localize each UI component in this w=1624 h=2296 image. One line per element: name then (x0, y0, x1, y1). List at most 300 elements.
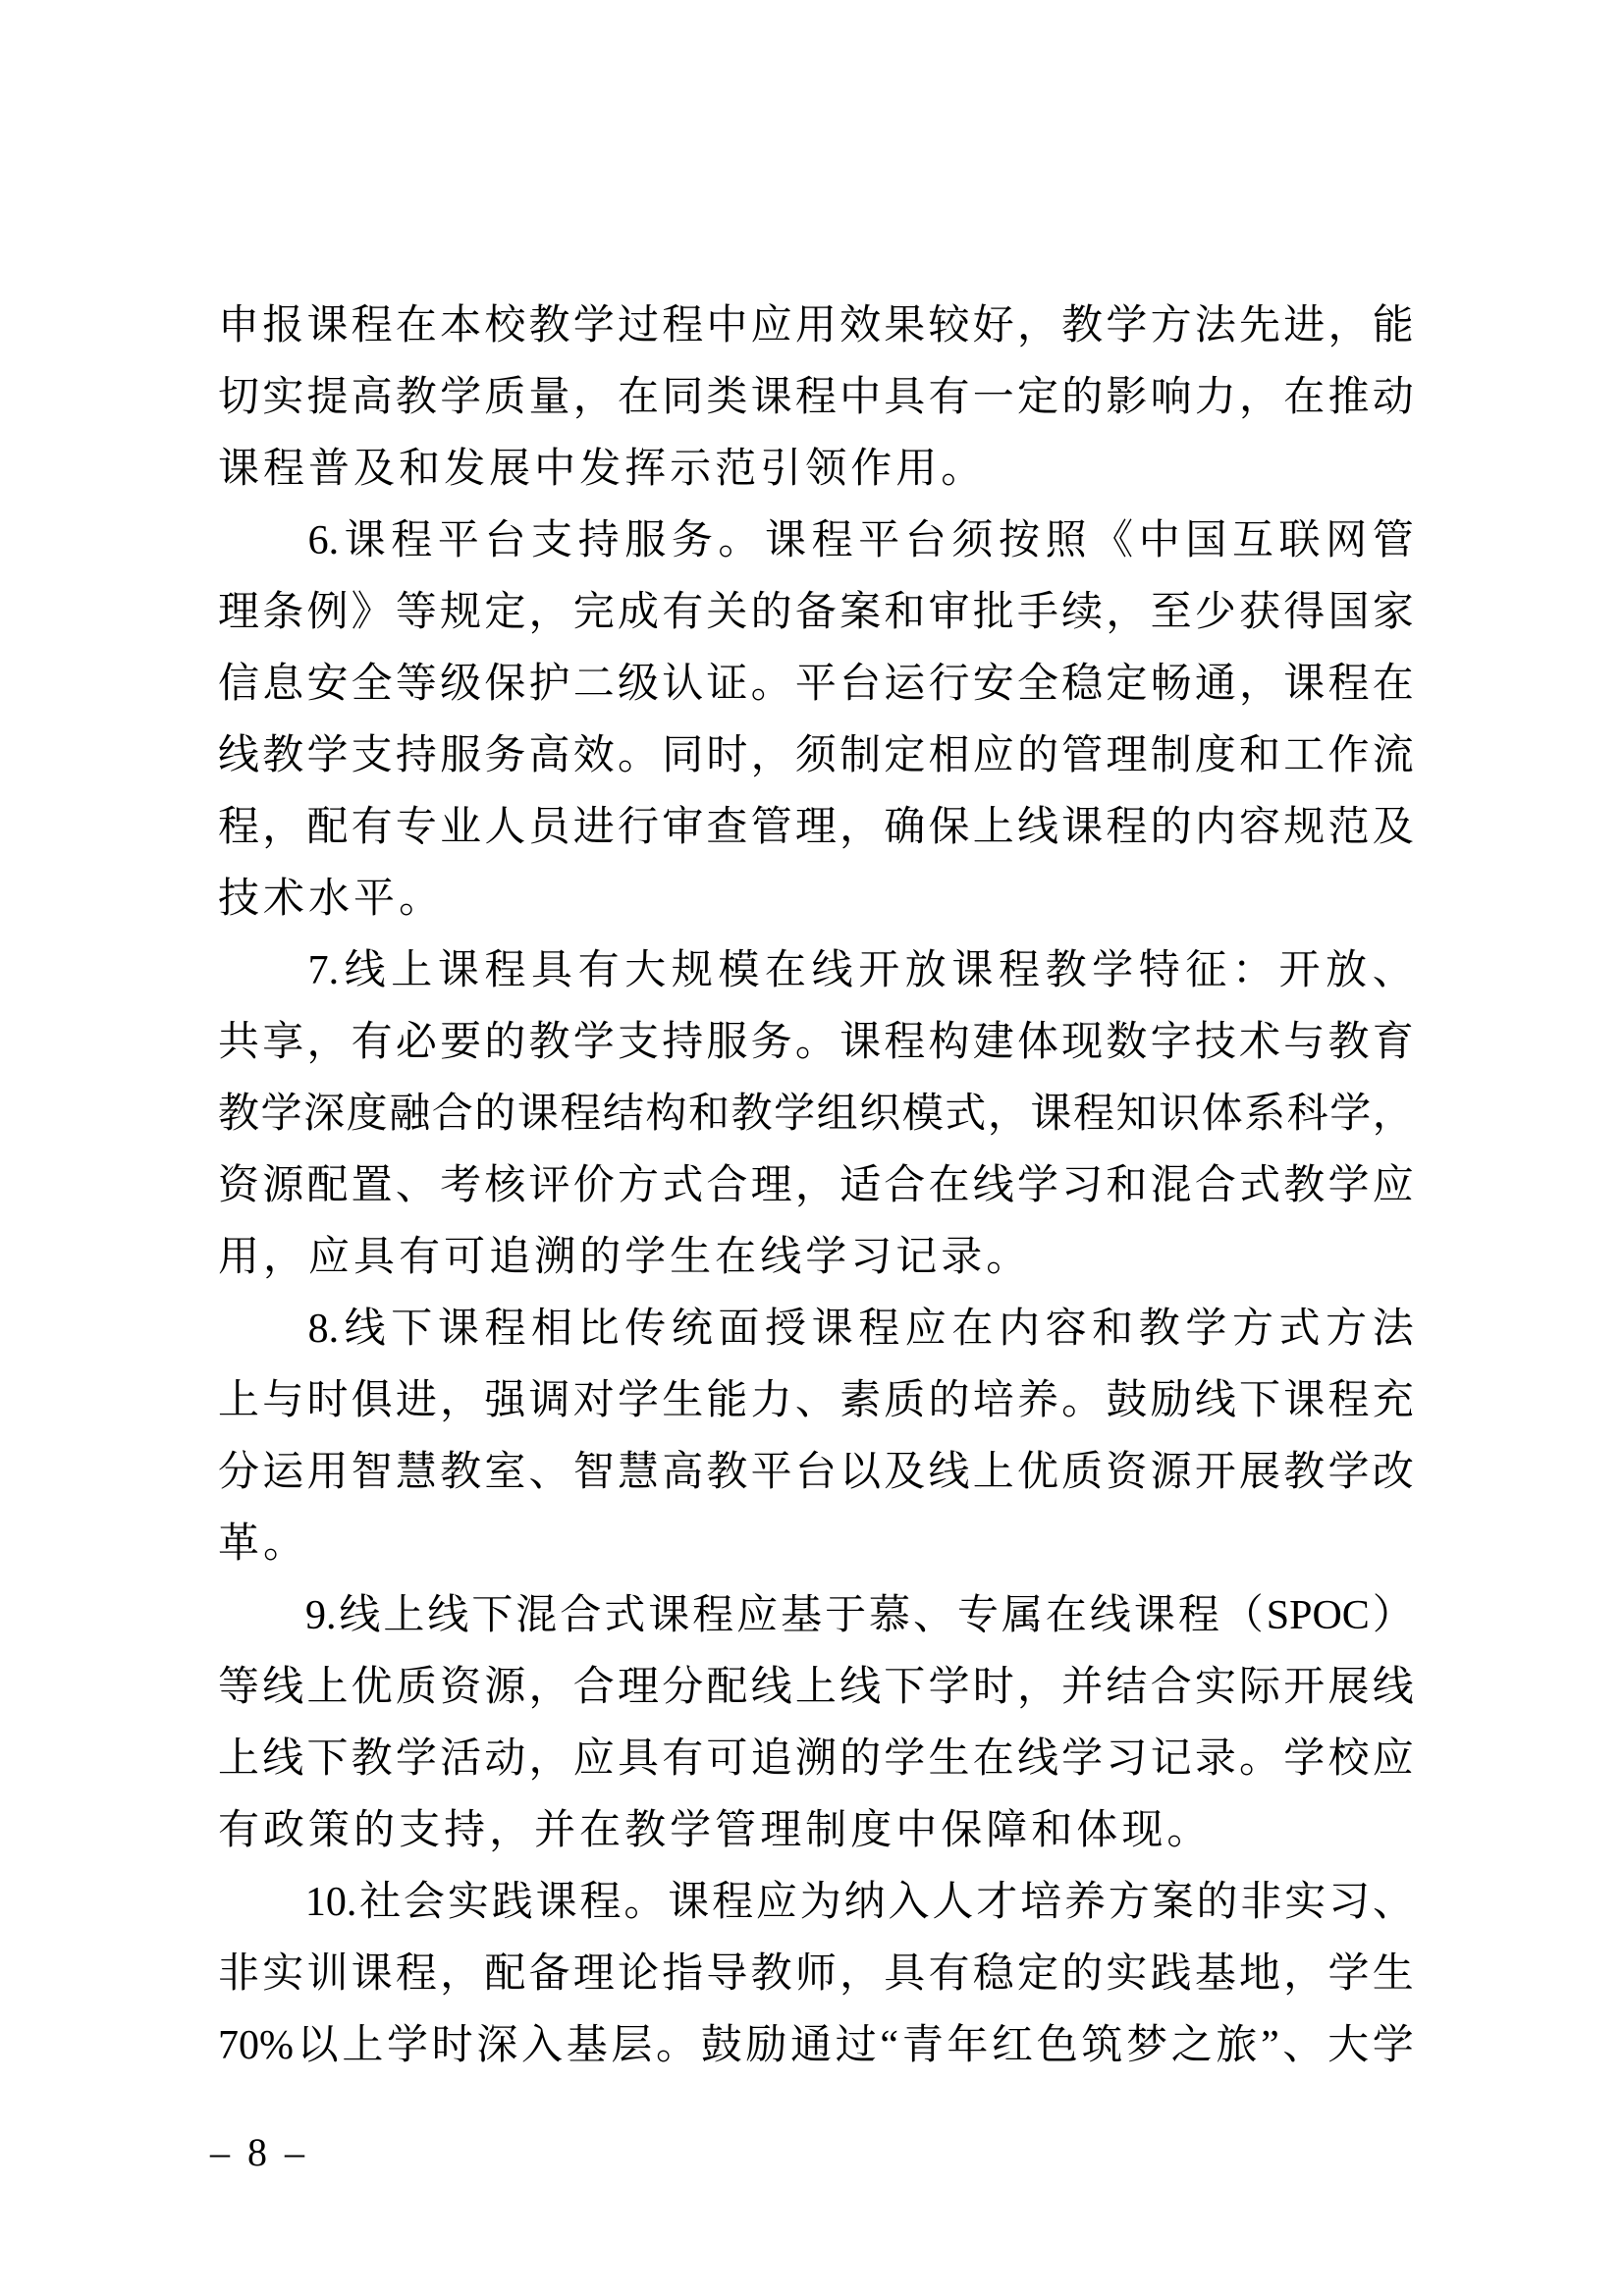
glyph: 知 (1115, 1092, 1158, 1137)
glyph: 纳 (843, 1880, 886, 1925)
glyph: 质 (395, 1665, 437, 1710)
glyph: 确 (884, 805, 926, 850)
glyph: 教 (1138, 1307, 1180, 1352)
glyph: ， (440, 1378, 482, 1423)
glyph: 开 (858, 948, 900, 993)
glyph: ， (987, 1092, 1029, 1137)
glyph: 教 (528, 303, 570, 348)
glyph: 课 (668, 1880, 710, 1925)
glyph: 论 (617, 1951, 659, 1997)
glyph: 追 (750, 1736, 792, 1782)
glyph: 平 (437, 518, 479, 563)
glyph: 和 (399, 447, 441, 492)
glyph: 用 (895, 447, 938, 492)
glyph: 果 (884, 303, 926, 348)
glyph: 教 (1045, 948, 1087, 993)
glyph: 并 (534, 1808, 576, 1853)
glyph: ， (489, 1808, 531, 1853)
glyph: 得 (1283, 590, 1326, 635)
glyph: 中 (1138, 518, 1180, 563)
glyph: 运 (884, 662, 926, 707)
glyph: 线 (427, 1593, 469, 1638)
glyph: 下 (1239, 1378, 1281, 1423)
glyph: 8. (307, 1307, 340, 1352)
glyph: ， (440, 1951, 482, 1997)
glyph: ， (528, 1665, 570, 1710)
glyph: 强 (484, 1378, 526, 1423)
glyph: 在 (579, 1808, 622, 1853)
glyph: 中 (534, 447, 576, 492)
glyph: 生 (670, 1235, 712, 1280)
glyph: 和 (1106, 1163, 1148, 1208)
glyph: 专 (395, 805, 437, 850)
glyph: 通 (790, 2023, 833, 2068)
glyph: 人 (932, 1880, 974, 1925)
glyph: 联 (1278, 518, 1321, 563)
glyph: 价 (572, 1163, 615, 1208)
glyph: 。 (399, 877, 441, 922)
glyph: 育 (1372, 1020, 1414, 1065)
glyph: 学 (572, 1020, 615, 1065)
glyph: 和 (1092, 1307, 1134, 1352)
glyph: 师 (794, 1951, 837, 1997)
glyph: 级 (617, 662, 659, 707)
glyph: 普 (308, 447, 351, 492)
glyph: 体 (1076, 1808, 1118, 1853)
glyph: 程 (884, 1020, 926, 1065)
glyph: 在 (928, 1163, 970, 1208)
glyph: 非 (218, 1951, 260, 1997)
glyph: 质 (484, 375, 526, 420)
glyph: 质 (884, 1378, 926, 1423)
glyph: 大 (624, 948, 667, 993)
glyph: 平 (794, 662, 837, 707)
glyph: 规 (671, 948, 713, 993)
glyph: 革 (218, 1522, 260, 1567)
glyph: 课 (344, 518, 386, 563)
glyph: 示 (670, 447, 712, 492)
glyph: 保 (928, 805, 970, 850)
glyph: 程 (1106, 805, 1148, 850)
glyph: 梦 (1126, 2023, 1168, 2068)
glyph: 智 (572, 1450, 615, 1495)
glyph: 授 (765, 1307, 807, 1352)
glyph: 学 (617, 1378, 659, 1423)
glyph: 备 (794, 590, 837, 635)
glyph: 进 (395, 1378, 437, 1423)
glyph: 励 (745, 2023, 787, 2068)
glyph: 挥 (624, 447, 667, 492)
text-line (218, 802, 1414, 874)
glyph: 至 (1150, 590, 1192, 635)
glyph: 线 (262, 1665, 304, 1710)
glyph: 优 (1016, 1450, 1058, 1495)
glyph: 教 (262, 733, 304, 778)
glyph: 推 (1327, 375, 1370, 420)
glyph: 应 (736, 1593, 779, 1638)
glyph: 应 (308, 1235, 351, 1280)
glyph: 有 (577, 948, 620, 993)
glyph: 力 (750, 1378, 792, 1423)
glyph: 。 (623, 1880, 666, 1925)
glyph: 统 (671, 1307, 713, 1352)
glyph: 与 (262, 1378, 304, 1423)
glyph: 。 (1239, 1736, 1281, 1782)
glyph: 申 (218, 303, 260, 348)
glyph: 能 (1372, 303, 1414, 348)
glyph: 能 (706, 1378, 748, 1423)
glyph: 效 (572, 733, 615, 778)
glyph: 合 (572, 1665, 615, 1710)
glyph: 具 (884, 375, 926, 420)
glyph: 上 (383, 1593, 425, 1638)
glyph: 学 (624, 1235, 667, 1280)
document-body (218, 300, 1414, 2092)
glyph: 并 (1061, 1665, 1104, 1710)
glyph: 应 (755, 1880, 797, 1925)
glyph: 术 (1239, 1020, 1281, 1065)
glyph: 体 (1016, 1020, 1058, 1065)
glyph: 智 (351, 1450, 393, 1495)
glyph: 定 (884, 733, 926, 778)
glyph: 内 (998, 1307, 1040, 1352)
glyph: 高 (351, 375, 393, 420)
glyph: 会 (404, 1880, 446, 1925)
glyph: 批 (972, 590, 1014, 635)
glyph: 训 (306, 1951, 349, 1997)
glyph: 式 (1278, 1307, 1321, 1352)
glyph: 理 (760, 1808, 802, 1853)
glyph: 规 (440, 590, 482, 635)
glyph: 续 (1061, 590, 1104, 635)
glyph: 完 (572, 590, 615, 635)
glyph: 非 (1240, 1880, 1282, 1925)
glyph: 学 (928, 1665, 970, 1710)
glyph: 特 (1138, 948, 1180, 993)
glyph: 际 (1239, 1665, 1281, 1710)
glyph: 记 (1150, 1736, 1192, 1782)
glyph: 应 (750, 303, 792, 348)
glyph: 学 (1327, 1450, 1370, 1495)
glyph: 充 (1372, 1378, 1414, 1423)
glyph: 上 (391, 948, 433, 993)
glyph: 具 (531, 948, 573, 993)
glyph: 。 (1061, 1378, 1104, 1423)
glyph: 相 (928, 733, 970, 778)
glyph: 养 (1063, 1880, 1106, 1925)
glyph: 程 (998, 948, 1040, 993)
glyph: 色 (1036, 2023, 1078, 2068)
glyph: 溯 (534, 1235, 576, 1280)
glyph: 实 (262, 375, 304, 420)
glyph: 及 (1372, 805, 1414, 850)
text-line (218, 444, 1414, 515)
glyph: 、 (1372, 1880, 1414, 1925)
glyph: 畅 (1150, 662, 1192, 707)
glyph: 、 (1372, 948, 1414, 993)
text-line (218, 1877, 1414, 1949)
glyph: 运 (262, 1450, 304, 1495)
glyph: 的 (1196, 1880, 1238, 1925)
glyph: 技 (1194, 1020, 1236, 1065)
glyph: 深 (476, 2023, 518, 2068)
glyph: 上 (972, 1450, 1014, 1495)
glyph: 容 (1239, 805, 1281, 850)
glyph: 式 (945, 1092, 987, 1137)
glyph: 开 (1283, 1665, 1326, 1710)
glyph: 稳 (1061, 662, 1104, 707)
glyph: 社 (359, 1880, 402, 1925)
glyph: 现 (1061, 1020, 1104, 1065)
glyph: ， (572, 375, 615, 420)
text-line (218, 659, 1414, 730)
glyph: 基 (781, 1593, 823, 1638)
glyph: 线 (1194, 1378, 1236, 1423)
glyph: 。 (1166, 1808, 1209, 1853)
glyph: 现 (1121, 1808, 1164, 1853)
glyph: 课 (1061, 805, 1104, 850)
glyph: 审 (662, 805, 704, 850)
text-line (218, 730, 1414, 802)
glyph: 面 (718, 1307, 760, 1352)
glyph: 等 (218, 1665, 260, 1710)
glyph: 构 (645, 1092, 687, 1137)
text-line (218, 300, 1414, 372)
glyph: 开 (1278, 948, 1321, 993)
glyph: 资 (1106, 1450, 1148, 1495)
glyph: 学 (387, 2023, 429, 2068)
glyph: 定 (1016, 1951, 1058, 1997)
glyph: 程 (560, 1092, 602, 1137)
glyph: 上 (342, 2023, 384, 2068)
glyph: 度 (850, 1808, 893, 1853)
glyph: 9. (304, 1593, 337, 1638)
glyph: 管 (1061, 733, 1104, 778)
glyph: 混 (1150, 1163, 1192, 1208)
glyph: 法 (1372, 1307, 1414, 1352)
glyph: 、 (395, 1163, 437, 1208)
glyph: 线 (760, 1235, 802, 1280)
glyph: 筑 (1081, 2023, 1123, 2068)
glyph: 配 (306, 805, 349, 850)
glyph: 7. (307, 948, 340, 993)
glyph: 课 (306, 303, 349, 348)
glyph: 及 (353, 447, 396, 492)
glyph: 学 (260, 1092, 302, 1137)
glyph: 大 (1327, 2023, 1370, 2068)
glyph: 层 (611, 2023, 653, 2068)
glyph: 入 (521, 2023, 564, 2068)
glyph: 过 (617, 303, 659, 348)
glyph: 要 (440, 1020, 482, 1065)
glyph: 溯 (794, 1736, 837, 1782)
glyph: 实 (262, 1951, 304, 1997)
glyph: 置 (351, 1163, 393, 1208)
glyph: 6. (307, 518, 340, 563)
glyph: 的 (1061, 375, 1104, 420)
glyph: 服 (440, 733, 482, 778)
glyph: 用 (218, 1235, 260, 1280)
glyph: 必 (395, 1020, 437, 1065)
glyph: 配 (306, 1163, 349, 1208)
glyph: 全 (351, 662, 393, 707)
glyph: 平 (353, 877, 396, 922)
glyph: 学 (1185, 1307, 1227, 1352)
glyph: 支 (351, 733, 393, 778)
glyph: 中 (839, 375, 882, 420)
text-line (218, 1160, 1414, 1232)
glyph: 融 (389, 1092, 431, 1137)
glyph: 以 (297, 2023, 339, 2068)
glyph: 培 (972, 1378, 1014, 1423)
glyph: 效 (839, 303, 882, 348)
glyph: 学 (774, 1092, 816, 1137)
glyph: ， (528, 1736, 570, 1782)
glyph: 合 (706, 1163, 748, 1208)
glyph: 识 (1159, 1092, 1201, 1137)
glyph: 鼓 (1106, 1378, 1148, 1423)
glyph: 家 (1372, 590, 1414, 635)
glyph: 的 (839, 1736, 882, 1782)
glyph: 实 (447, 1880, 489, 1925)
glyph: 慧 (395, 1450, 437, 1495)
glyph: 践 (491, 1880, 533, 1925)
glyph: 质 (1061, 1450, 1104, 1495)
text-line (218, 1805, 1414, 1877)
glyph: 等 (395, 662, 437, 707)
glyph: ” (1261, 2023, 1279, 2068)
glyph: 的 (353, 1808, 396, 1853)
glyph: 有 (218, 1808, 260, 1853)
glyph: 实 (1106, 1951, 1148, 1997)
text-line (218, 1375, 1414, 1447)
glyph: 教 (528, 1020, 570, 1065)
glyph: 少 (1194, 590, 1236, 635)
glyph: 障 (986, 1808, 1028, 1853)
text-line (218, 1089, 1414, 1160)
glyph: 课 (516, 1092, 559, 1137)
glyph: 线 (750, 1665, 792, 1710)
glyph: 的 (1061, 1951, 1104, 1997)
glyph: 程 (712, 1880, 754, 1925)
glyph: 同 (662, 375, 704, 420)
glyph: 条 (262, 590, 304, 635)
glyph: 的 (1016, 733, 1058, 778)
glyph: 政 (263, 1808, 305, 1853)
glyph: 员 (528, 805, 570, 850)
glyph: 响 (1150, 375, 1192, 420)
glyph: 年 (947, 2023, 989, 2068)
glyph: 制 (805, 1808, 847, 1853)
glyph: ， (1239, 375, 1281, 420)
glyph: 学 (1283, 1736, 1326, 1782)
glyph: 放 (904, 948, 947, 993)
glyph: 10. (304, 1880, 357, 1925)
glyph: 保 (484, 662, 526, 707)
glyph: 程 (1072, 1092, 1114, 1137)
glyph: 课 (648, 1593, 690, 1638)
glyph: 和 (1239, 733, 1281, 778)
glyph: 实 (1284, 1880, 1326, 1925)
glyph: 平 (858, 518, 900, 563)
text-line (218, 1949, 1414, 2020)
text-line (218, 2020, 1414, 2092)
glyph: 课 (437, 948, 479, 993)
glyph: 体 (1201, 1092, 1243, 1137)
glyph: 方 (1150, 303, 1192, 348)
glyph: 改 (1372, 1450, 1414, 1495)
page-number: – 8 – (210, 2130, 304, 2174)
glyph: 学 (670, 1808, 712, 1853)
glyph: 考 (440, 1163, 482, 1208)
glyph: 全 (1016, 662, 1058, 707)
glyph: 织 (859, 1092, 901, 1137)
glyph: 度 (1194, 733, 1236, 778)
glyph: 信 (218, 662, 260, 707)
glyph: 和 (1031, 1808, 1073, 1853)
glyph: 室 (484, 1450, 526, 1495)
glyph: 教 (1327, 1020, 1370, 1065)
glyph: 青 (901, 2023, 944, 2068)
glyph: ， (306, 1020, 349, 1065)
glyph: 上 (218, 1378, 260, 1423)
glyph: ， (262, 805, 304, 850)
text-line (218, 1590, 1414, 1662)
glyph: 评 (528, 1163, 570, 1208)
glyph: 方 (617, 1163, 659, 1208)
glyph: 习 (1328, 1880, 1371, 1925)
glyph: 源 (1150, 1450, 1192, 1495)
glyph: 程 (263, 447, 305, 492)
glyph: 上 (306, 1665, 349, 1710)
glyph: 课 (951, 948, 994, 993)
glyph: 线 (1016, 1736, 1058, 1782)
glyph: 分 (662, 1665, 704, 1710)
glyph: 理 (794, 805, 837, 850)
glyph: 字 (1150, 1020, 1192, 1065)
glyph: 习 (1106, 1736, 1148, 1782)
glyph: 开 (1194, 1450, 1236, 1495)
glyph: 须 (951, 518, 994, 563)
glyph: 法 (1194, 303, 1236, 348)
glyph: 共 (218, 1020, 260, 1065)
glyph: 持 (444, 1808, 486, 1853)
glyph: 在 (951, 1307, 994, 1352)
glyph: 方 (1108, 1880, 1150, 1925)
glyph: ， (839, 805, 882, 850)
glyph: 建 (972, 1020, 1014, 1065)
glyph: 互 (1231, 518, 1273, 563)
glyph: 70% (218, 2023, 294, 2068)
glyph: 切 (218, 375, 260, 420)
glyph: 程 (218, 805, 260, 850)
glyph: 线 (1016, 805, 1058, 850)
glyph: 程 (579, 1880, 622, 1925)
glyph: 学 (1061, 1736, 1104, 1782)
glyph: 课 (351, 1951, 393, 1997)
glyph: 》 (351, 590, 393, 635)
glyph: 定 (484, 590, 526, 635)
glyph: 源 (484, 1665, 526, 1710)
glyph: 线 (218, 733, 260, 778)
glyph: 相 (531, 1307, 573, 1352)
glyph: 应 (904, 1307, 947, 1352)
glyph: 时 (431, 2023, 473, 2068)
glyph: 学 (805, 1235, 847, 1280)
glyph: 为 (799, 1880, 841, 1925)
glyph: 的 (928, 1378, 970, 1423)
glyph: 有 (399, 1235, 441, 1280)
